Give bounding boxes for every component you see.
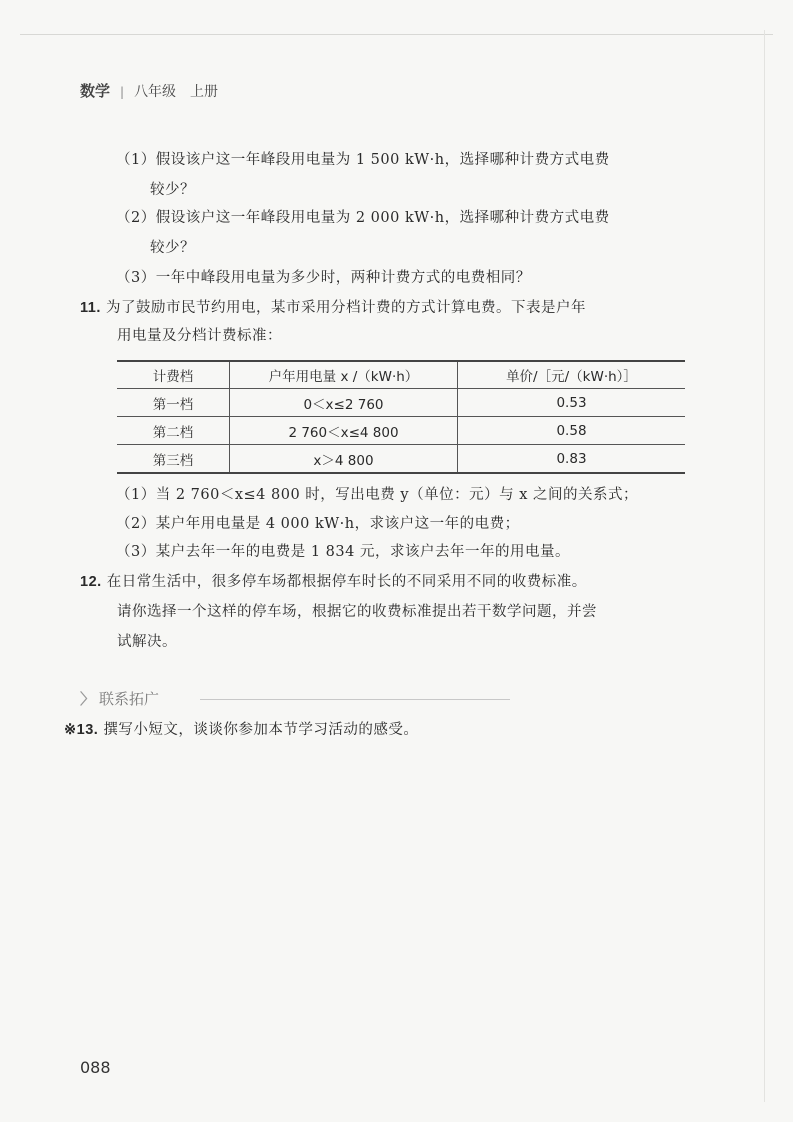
header-separator: | [120,85,125,99]
question-11-2: （2）某户年用电量是 4 000 kW·h，求该户这一年的电费； [116,516,520,532]
table-cell-usage: x＞4 800 [230,445,458,474]
problem-13-number: ※13. [64,722,99,738]
header-book: 八年级 上册 [134,84,219,100]
fee-table [117,360,685,474]
table-header-usage: 户年用电量 x /（kW·h） [230,361,458,389]
section-rule [200,699,510,700]
table-header-tier: 计费档 [117,361,230,389]
problem-12-line-1 [80,572,587,592]
section-title: 联系拓广 [99,690,160,708]
running-header [80,80,218,101]
problem-13-text: 撰写小短文，谈谈你参加本节学习活动的感受。 [103,722,419,738]
table-cell-usage: 2 760＜x≤4 800 [230,417,458,445]
page-number: 088 [80,1058,111,1077]
question-10-2-line-1: （2）假设该户这一年峰段用电量为 2 000 kW·h，选择哪种计费方式电费 [116,210,610,226]
header-subject: 数学 [80,82,111,100]
table-cell-usage: 0＜x≤2 760 [230,389,458,417]
question-11-1: （1）当 2 760＜x≤4 800 时，写出电费 y（单位：元）与 x 之间的关系式； [116,487,638,503]
question-10-1-line-2: 较少？ [150,182,195,198]
table-header-row [117,361,685,389]
problem-12-line-2: 请你选择一个这样的停车场，根据它的收费标准提出若干数学问题，并尝 [117,604,597,620]
problem-13 [64,720,418,740]
page-edge-top [20,34,773,35]
table-cell-tier: 第二档 [117,417,230,445]
table-cell-tier: 第一档 [117,389,230,417]
table-cell-price: 0.83 [458,445,686,474]
question-10-1-line-1: （1）假设该户这一年峰段用电量为 1 500 kW·h，选择哪种计费方式电费 [116,152,610,168]
question-10-2-line-2: 较少？ [150,240,195,256]
problem-12-line-3: 试解决。 [117,634,177,650]
table-header-price: 单价/［元/（kW·h）］ [458,361,686,389]
problem-11-line-1 [80,298,586,318]
question-10-3: （3）一年中峰段用电量为多少时，两种计费方式的电费相同？ [116,270,531,286]
page-edge-right [764,30,765,1102]
problem-11-line-2: 用电量及分档计费标准： [117,328,282,344]
table-cell-price: 0.58 [458,417,686,445]
table-row [117,389,685,417]
section-heading [80,688,159,709]
chevron-right-icon: 〉 [80,690,96,708]
problem-11-text-1: 为了鼓励市民节约用电，某市采用分档计费的方式计算电费。下表是户年 [105,300,586,316]
problem-11-number: 11. [80,300,101,316]
table-cell-tier: 第三档 [117,445,230,474]
table-row [117,417,685,445]
table-row [117,445,685,474]
problem-12-number: 12. [80,574,102,590]
table-cell-price: 0.53 [458,389,686,417]
question-11-3: （3）某户去年一年的电费是 1 834 元，求该户去年一年的用电量。 [116,544,570,560]
problem-12-text-1: 在日常生活中，很多停车场都根据停车时长的不同采用不同的收费标准。 [106,574,587,590]
